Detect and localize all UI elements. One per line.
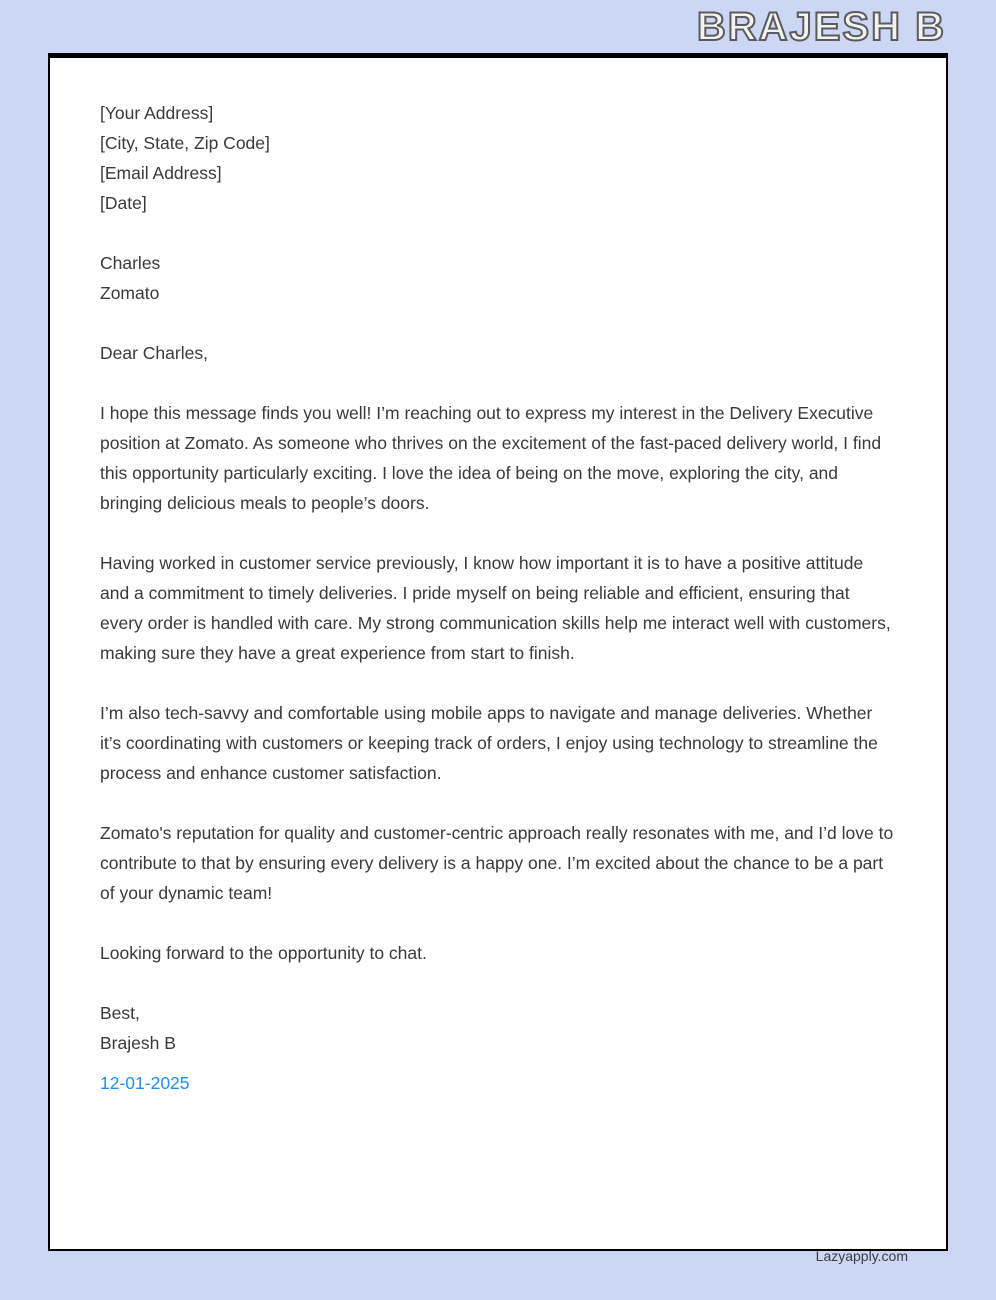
letter-page bbox=[48, 53, 948, 1251]
address-line: [Email Address] bbox=[100, 163, 222, 183]
candidate-name-heading: BRAJESH B bbox=[696, 4, 946, 49]
salutation: Dear Charles, bbox=[100, 343, 208, 363]
letter-paragraph: Looking forward to the opportunity to chat. bbox=[100, 943, 427, 963]
signature-name: Brajesh B bbox=[100, 1033, 176, 1053]
recipient-name: Charles bbox=[100, 253, 161, 273]
recipient-block bbox=[100, 248, 896, 308]
address-line: [Date] bbox=[100, 193, 147, 213]
address-line: [Your Address] bbox=[100, 103, 214, 123]
letter-paragraph: I hope this message finds you well! I’m reaching out to express my interest in the Delivery Executive position at Zomato. As someone who thrives on the excitement of the fast-paced delivery world, I find this opportunity particularly exciting. I love the idea of being on the move, exploring the city, and bringing delicious meals to people’s doors. bbox=[100, 403, 882, 513]
lazyapply-brand-link[interactable]: Lazyapply.com bbox=[815, 1248, 908, 1264]
closing-salutation: Best, bbox=[100, 1003, 140, 1023]
cover-letter-body bbox=[50, 58, 946, 1098]
page-header bbox=[48, 0, 948, 53]
letter-paragraph: I’m also tech-savvy and comfortable using mobile apps to navigate and manage deliveries. Whether it’s coordinating with customers or keeping track of orders, I enjoy using technology to streamline the process and enhance customer satisfaction. bbox=[100, 703, 878, 783]
closing-block bbox=[100, 998, 896, 1058]
sender-address-block bbox=[100, 98, 896, 218]
letter-paragraph: Having worked in customer service previously, I know how important it is to have a positive attitude and a commitment to timely deliveries. I pride myself on being reliable and efficient, ensuring that every order is handled with care. My strong communication skills help me interact well with customers, making sure they have a great experience from start to finish. bbox=[100, 553, 891, 663]
letter-paragraph: Zomato's reputation for quality and customer-centric approach really resonates with me, and I’d love to contribute to that by ensuring every delivery is a happy one. I’m excited about the chance to be a part of your dynamic team! bbox=[100, 823, 894, 903]
address-line: [City, State, Zip Code] bbox=[100, 133, 270, 153]
recipient-company: Zomato bbox=[100, 283, 160, 303]
letter-date-link[interactable]: 12-01-2025 bbox=[100, 1073, 190, 1093]
